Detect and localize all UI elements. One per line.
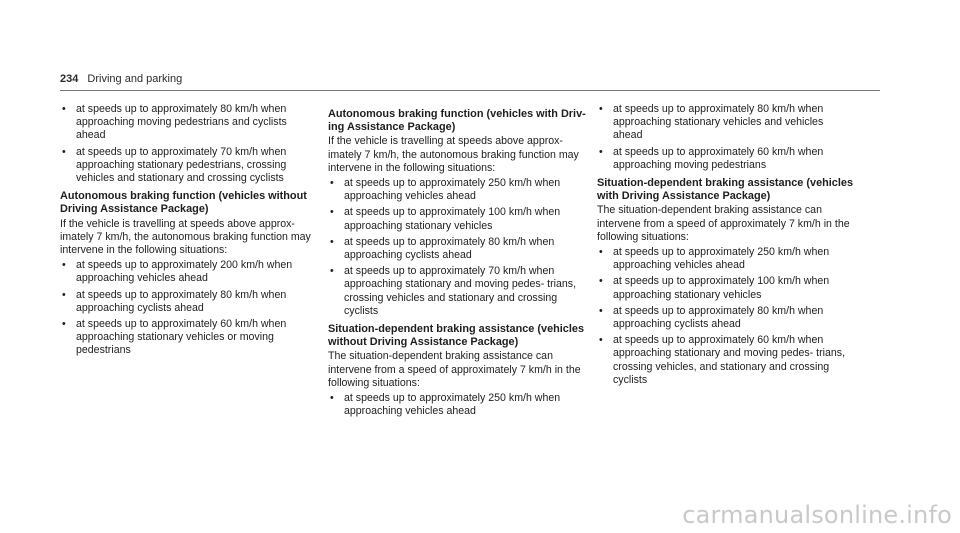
bullet-icon: •: [330, 177, 334, 190]
list-item-text: at speeds up to approximately 60 km/h when approaching stationary vehicles or moving pedestrians: [76, 318, 287, 357]
column-2: [328, 103, 586, 421]
bullet-icon: •: [599, 304, 603, 317]
list-item-text: at speeds up to approximately 80 km/h when approaching moving pedestrians and cyclists ahead: [76, 103, 287, 142]
header-divider: [60, 90, 880, 91]
bullet-list: [597, 103, 855, 172]
list-item: [597, 246, 855, 272]
list-item: [328, 177, 586, 203]
content-block: [597, 103, 855, 172]
bullet-icon: •: [62, 288, 66, 301]
column-1: [60, 103, 318, 361]
bullet-list: [328, 177, 586, 318]
bullet-icon: •: [330, 206, 334, 219]
bullet-list: [60, 103, 318, 185]
bullet-icon: •: [330, 392, 334, 405]
section-heading: Situation-dependent braking assistance (vehicles with Driving Assistance Package): [597, 177, 853, 203]
bullet-icon: •: [62, 318, 66, 331]
section-title: Driving and parking: [87, 73, 183, 85]
bullet-list: [60, 259, 318, 357]
column-3: [597, 103, 855, 390]
page-number: 234: [60, 73, 79, 85]
section-heading: Autonomous braking function (vehicles without Driving Assistance Package): [60, 190, 307, 216]
list-item: [597, 146, 855, 172]
bullet-icon: •: [599, 275, 603, 288]
bullet-icon: •: [62, 145, 66, 158]
section-heading: Autonomous braking function (vehicles with Driv- ing Assistance Package): [328, 108, 586, 134]
list-item: [60, 289, 318, 315]
content-block: [60, 190, 318, 357]
list-item: [328, 206, 586, 232]
content-block: [60, 103, 318, 185]
list-item-text: at speeds up to approximately 70 km/h when approaching stationary pedestrians, crossing vehicles and stationary and crossing cyclists: [76, 145, 287, 185]
list-item-text: at speeds up to approximately 70 km/h when approaching stationary and moving pedes- trians, crossing vehicles and stationary and crossing cyclists: [344, 265, 577, 317]
bullet-icon: •: [599, 246, 603, 259]
list-item: [328, 236, 586, 262]
bullet-icon: •: [330, 265, 334, 278]
bullet-icon: •: [599, 334, 603, 347]
bullet-list: [597, 246, 855, 387]
page-header: [60, 73, 182, 85]
list-item-text: at speeds up to approximately 250 km/h when approaching vehicles ahead: [344, 177, 561, 203]
list-item: [60, 103, 318, 143]
body-paragraph: If the vehicle is travelling at speeds above approx- imately 7 km/h, the autonomous braking function may intervene in the following situations:: [328, 135, 579, 174]
list-item: [60, 318, 318, 358]
list-item: [597, 334, 855, 387]
section-heading: Situation-dependent braking assistance (vehicles without Driving Assistance Package): [328, 323, 584, 349]
list-item: [597, 305, 855, 331]
body-paragraph: The situation-dependent braking assistance can intervene from a speed of approximately 7 km/h in the following situations:: [597, 204, 850, 243]
content-block: [328, 108, 586, 318]
list-item-text: at speeds up to approximately 80 km/h when approaching cyclists ahead: [344, 235, 555, 262]
watermark: carmanualsonline.info: [682, 501, 952, 529]
list-item: [597, 103, 855, 143]
bullet-list: [328, 392, 586, 418]
list-item: [328, 265, 586, 318]
list-item-text: at speeds up to approximately 200 km/h when approaching vehicles ahead: [76, 259, 293, 285]
body-paragraph: If the vehicle is travelling at speeds above approx- imately 7 km/h, the autonomous braking function may intervene in the following situations:: [60, 217, 311, 257]
list-item-text: at speeds up to approximately 100 km/h when approaching stationary vehicles: [344, 206, 561, 232]
bullet-icon: •: [330, 235, 334, 248]
list-item-text: at speeds up to approximately 250 km/h when approaching vehicles ahead: [613, 246, 830, 272]
list-item-text: at speeds up to approximately 100 km/h when approaching stationary vehicles: [613, 275, 830, 301]
list-item-text: at speeds up to approximately 80 km/h when approaching stationary vehicles and vehicles ahead: [613, 103, 824, 142]
content-block: [328, 323, 586, 418]
body-paragraph: The situation-dependent braking assistance can intervene from a speed of approximately 7 km/h in the following situations:: [328, 350, 581, 389]
list-item-text: at speeds up to approximately 250 km/h when approaching vehicles ahead: [344, 392, 561, 418]
list-item-text: at speeds up to approximately 60 km/h when approaching moving pedestrians: [613, 145, 824, 171]
list-item: [60, 146, 318, 186]
bullet-icon: •: [599, 145, 603, 158]
bullet-icon: •: [599, 103, 603, 115]
bullet-icon: •: [62, 103, 66, 115]
list-item-text: at speeds up to approximately 80 km/h when approaching cyclists ahead: [76, 288, 287, 314]
list-item: [597, 275, 855, 301]
list-item-text: at speeds up to approximately 80 km/h when approaching cyclists ahead: [613, 304, 824, 331]
list-item-text: at speeds up to approximately 60 km/h when approaching stationary and moving pedes- trians, crossing vehicles, and stationary and crossing cyclists: [613, 334, 846, 386]
list-item: [60, 259, 318, 285]
list-item: [328, 392, 586, 418]
content-block: [597, 177, 855, 387]
bullet-icon: •: [62, 259, 66, 272]
